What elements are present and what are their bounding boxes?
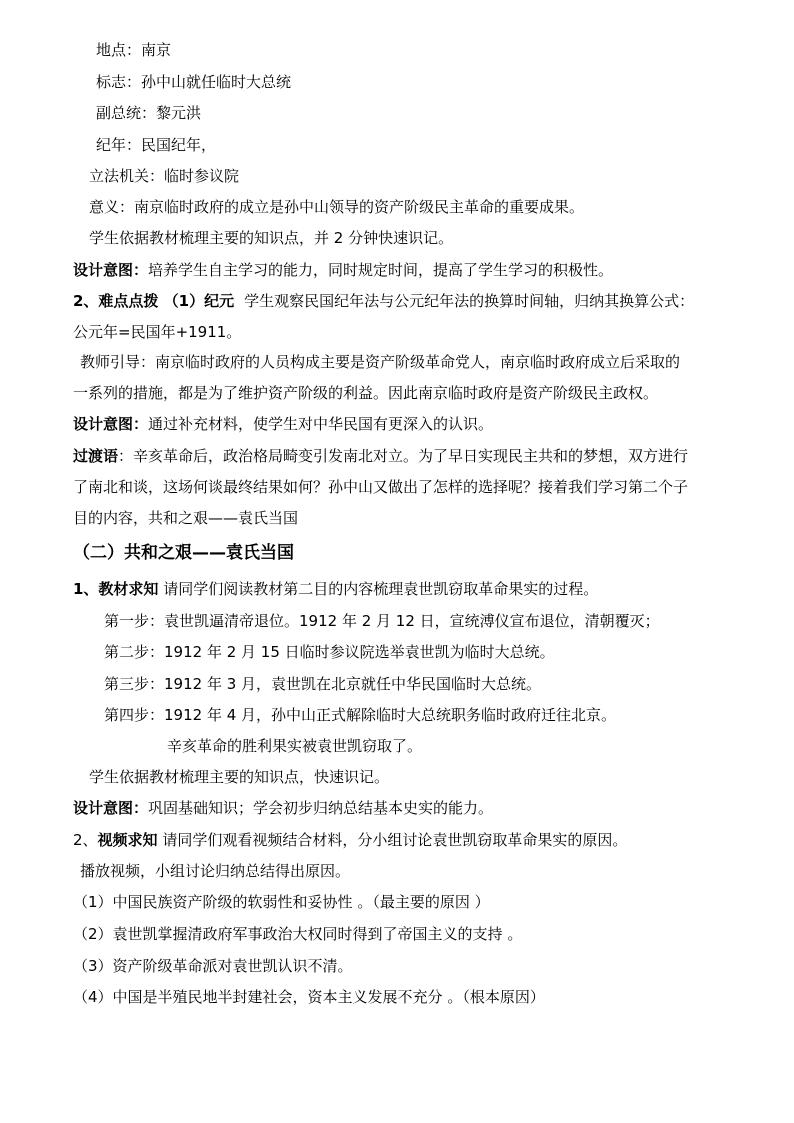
- section-2-title: （二）共和之艰——袁氏当国: [73, 543, 294, 563]
- intro-era: 纪年：民国纪年，: [96, 136, 217, 154]
- difficulty-heading: [73, 291, 694, 311]
- design-intent-1: [73, 260, 613, 280]
- reason-2: （2）袁世凯掌握清政府军事政治大权同时得到了帝国主义的支持 。: [73, 925, 523, 943]
- video-task-prefix: 2、: [73, 831, 98, 849]
- textbook-task-label: 1、教材求知: [73, 580, 159, 598]
- video-discussion: 播放视频，小组讨论归纳总结得出原因。: [80, 862, 351, 880]
- video-task: [73, 830, 627, 850]
- reason-1: （1）中国民族资产阶级的软弱性和妥协性 。（最主要的原因 ）: [73, 893, 490, 911]
- design-intent-text: 培养学生自主学习的能力，同时规定时间，提高了学生学习的积极性。: [148, 261, 614, 279]
- teacher-guide-line-2: 一系列的措施，都是为了维护资产阶级的利益。因此南京临时政府是资产阶级民主政权。: [73, 384, 659, 402]
- textbook-task: [73, 579, 598, 599]
- steps-conclusion: 辛亥革命的胜利果实被袁世凯窃取了。: [167, 737, 423, 755]
- reason-4: （4）中国是半殖民地半封建社会，资本主义发展不充分 。（根本原因）: [73, 988, 545, 1006]
- design-intent-3: [73, 798, 493, 818]
- video-task-label: 视频求知: [97, 831, 158, 849]
- transition-line-2: 了南北和谈，这场何谈最终结果如何？孙中山又做出了怎样的选择呢？接着我们学习第二个子: [73, 478, 689, 496]
- design-intent-label: 设计意图：: [73, 261, 149, 279]
- textbook-task-text: 请同学们阅读教材第二目的内容梳理袁世凯窃取革命果实的过程。: [158, 580, 599, 598]
- design-intent-label: 设计意图：: [73, 415, 149, 433]
- step-4: 第四步：1912 年 4 月，孙中山正式解除临时大总统职务临时政府迁往北京。: [104, 706, 617, 724]
- intro-student-task: 学生依据教材梳理主要的知识点，并 2 分钟快速识记。: [89, 229, 454, 247]
- intro-symbol: 标志：孙中山就任临时大总统: [96, 73, 292, 91]
- difficulty-formula: 公元年=民国年+1911。: [73, 323, 242, 341]
- design-intent-label: 设计意图：: [73, 799, 149, 817]
- intro-vice-president: 副总统：黎元洪: [96, 104, 202, 122]
- teacher-guide-line-1: 教师引导：南京临时政府的人员构成主要是资产阶级革命党人，南京临时政府成立后采取的: [80, 353, 681, 371]
- transition-line-1: [73, 446, 688, 466]
- intro-legislature: 立法机关：临时参议院: [89, 167, 240, 185]
- difficulty-text: 学生观察民国纪年法与公元纪年法的换算时间轴，归纳其换算公式：: [244, 292, 695, 310]
- intro-significance: 意义：南京临时政府的成立是孙中山领导的资产阶级民主革命的重要成果。: [89, 198, 585, 216]
- video-task-text: 请同学们观看视频结合材料，分小组讨论袁世凯窃取革命果实的原因。: [157, 831, 628, 849]
- step-1: 第一步：袁世凯逼清帝退位。1912 年 2 月 12 日，宣统溥仪宣布退位，清朝覆灭；: [104, 612, 660, 630]
- step-2: 第二步：1912 年 2 月 15 日临时参议院选举袁世凯为临时大总统。: [104, 643, 555, 661]
- design-intent-2: [73, 414, 493, 434]
- transition-line-3: 目的内容，共和之艰——袁氏当国: [73, 509, 299, 527]
- intro-location: 地点：南京: [96, 41, 172, 59]
- transition-text: ：辛亥革命后，政治格局畸变引发南北对立。为了早日实现民主共和的梦想，双方进行: [118, 447, 689, 465]
- design-intent-text: 通过补充材料，使学生对中华民国有更深入的认识。: [148, 415, 494, 433]
- step-3: 第三步：1912 年 3 月，袁世凯在北京就任中华民国临时大总统。: [104, 675, 542, 693]
- reason-3: （3）资产阶级革命派对袁世凯认识不清。: [73, 957, 353, 975]
- section-2-student-task: 学生依据教材梳理主要的知识点，快速识记。: [89, 768, 390, 786]
- transition-label: 过渡语: [73, 447, 119, 465]
- design-intent-text: 巩固基础知识；学会初步归纳总结基本史实的能力。: [148, 799, 494, 817]
- difficulty-label: 2、难点点拨 （1）纪元: [73, 292, 235, 310]
